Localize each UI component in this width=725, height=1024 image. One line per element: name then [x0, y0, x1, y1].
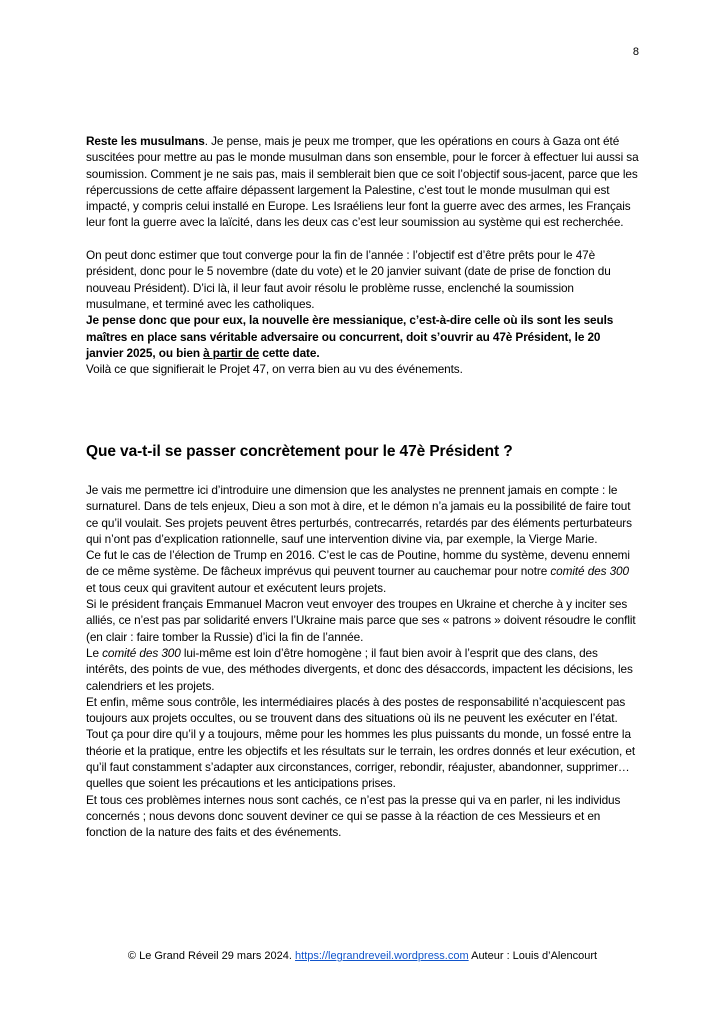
paragraph-surnaturel: Je vais me permettre ici d’introduire une dimension que les analystes ne prennent jamais en compte : le surnaturel. Dans de tels enjeux, Dieu a son mot à dire, et le démon n’a jamais eu la possibilité de faire tout ce qu’il voulait. Ses projets peuvent êtres perturbés, contrecarrés, retardés par des éléments perturbateurs qui n’ont pas d’explication rationnelle, sauf une intervention divine via, par exemple, la Vierge Marie.: [86, 483, 632, 546]
page-footer: [0, 950, 725, 962]
paragraph-fosse: Tout ça pour dire qu’il y a toujours, même pour les hommes les plus puissants du monde, un fossé entre la théorie et la pratique, entre les objectifs et les résultats sur le terrain, les ordres donnés et leur exécution, et qu’il faut constamment s’adapter aux circonstances, corriger, rebondir, réajuster, abandonner, supprimer… quelles que soient les précautions et les anticipations prises.: [86, 727, 636, 791]
paragraph-comite: [86, 645, 640, 694]
bold-text-end: cette date.: [259, 345, 320, 360]
paragraph-projet-47: Voilà ce que signifierait le Projet 47, on verra bien au vu des événements.: [86, 362, 463, 377]
paragraph-lead: Reste les musulmans: [86, 134, 205, 148]
paragraph-musulmans: [86, 133, 640, 231]
section-two: [86, 482, 640, 841]
paragraph-convergence: On peut donc estimer que tout converge pour la fin de l’année : l’objectif est d’être prêts pour le 47è président, donc pour le 5 novembre (date du vote) et le 20 janvier suivant (date de prise de fonction du nouveau Président). D’ici là, il leur faut avoir résolu le problème russe, enclenché la soumission musulmane, et terminé avec les catholiques.: [86, 248, 611, 311]
section-heading: Que va-t-il se passer concrètement pour le 47è Président ?: [86, 443, 513, 460]
footer-link[interactable]: https://legrandreveil.wordpress.com: [295, 950, 469, 962]
section-one: [86, 133, 640, 377]
footer-copyright: © Le Grand Réveil 29 mars 2024.: [127, 950, 296, 962]
paragraph-problemes: Et tous ces problèmes internes nous sont cachés, ce n’est pas la presse qui va en parler, ni les individus concernés ; nous devons donc souvent deviner ce qui se passe à la réaction de ces Messieurs et en fonction de la nature des faits et des événements.: [86, 792, 621, 840]
paragraph-text: . Je pense, mais je peux me tromper, que les opérations en cours à Gaza ont été suscitées pour mettre au pas le monde musulman dans son ensemble, pour le forcer à effectuer lui aussi sa soumission. Comment je ne sais pas, mais il semblerait bien que ce soit l’objectif sous-jacent, parce que les répercussions de cette affaire dépassent largement la Palestine, c’est tout le monde musulman qui est impacté, y compris celui installé en Europe. Les Israéliens leur font la guerre avec des armes, les Français leur font la guerre avec la laïcité, dans les deux cas c’est leur soumission au système qui est recherchée.: [86, 134, 639, 230]
text-segment-end: et tous ceux qui gravitent autour et exécutent leurs projets.: [86, 580, 387, 595]
underlined-text: à partir de: [203, 345, 260, 360]
page-number: 8: [632, 46, 639, 58]
footer-author: Auteur : Louis d’Alencourt: [468, 950, 598, 962]
text-segment: Ce fut le cas de l’élection de Trump en 2016. C’est le cas de Poutine, homme du système, devenu ennemi de ce même système. De fâcheux imprévus qui peuvent tourner au cauchemar pour notre: [86, 548, 630, 579]
text-segment: Le: [86, 645, 103, 660]
paragraph-intermediaires: Et enfin, même sous contrôle, les intermédiaires placés à des postes de responsabilité n’acquiescent pas toujours aux projets occultes, ou se trouvent dans des situations où ils ne peuvent les exécuter en l’état.: [86, 694, 626, 726]
text-segment-end: lui-même est loin d’être homogène ; il faut bien avoir à l’esprit que des clans, des intérêts, des points de vue, des méthodes divergents, et donc des désaccords, impactent les décisions, les calendriers et les projets.: [86, 645, 633, 693]
italic-text: comité des 300: [102, 645, 181, 660]
bold-text: Je pense donc que pour eux, la nouvelle ère messianique, c’est-à-dire celle où ils sont les seuls maîtres en place sans véritable adversaire ou concurrent, doit s’ouvrir au 47è Président, le 20 janvier 2025, ou bien: [86, 313, 614, 360]
paragraph-messianic: [86, 312, 640, 361]
italic-text: comité des 300: [550, 564, 629, 579]
paragraph-macron: Si le président français Emmanuel Macron veut envoyer des troupes en Ukraine et cherche à y inciter ses alliés, ce n’est pas par solidarité envers l’Ukraine mais parce que ses « patrons » doivent résoudre le conflit (en clair : faire tomber la Russie) d’ici la fin de l’année.: [86, 597, 636, 644]
paragraph-trump: [86, 547, 640, 596]
